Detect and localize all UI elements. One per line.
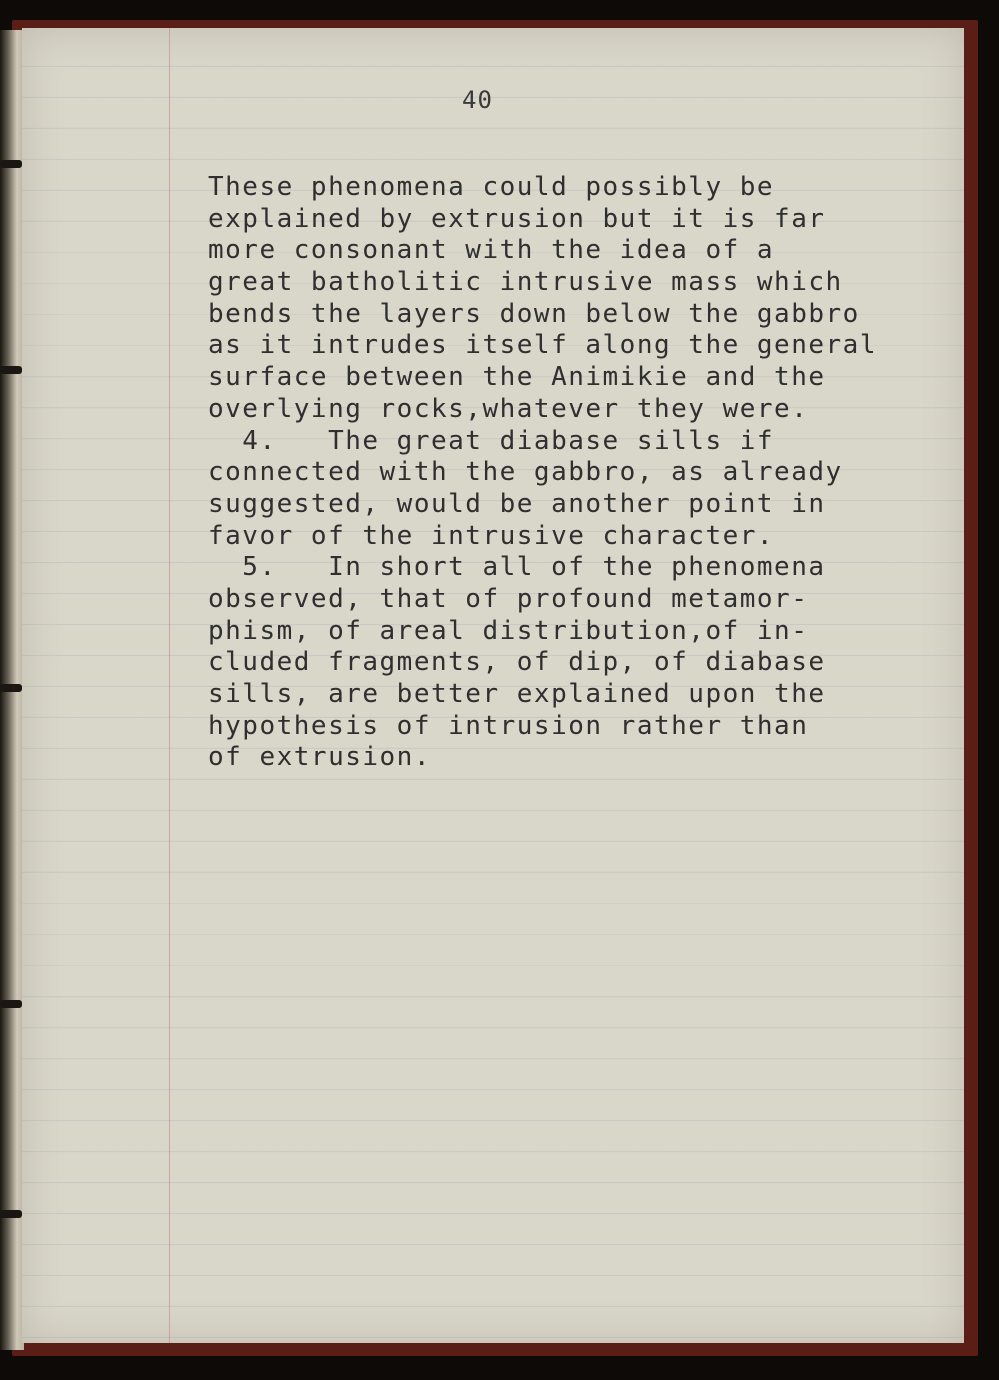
text-line: surface between the Animikie and the: [208, 362, 826, 393]
binder-ring-icon: [0, 684, 22, 692]
text-line: hypothesis of intrusion rather than: [208, 710, 809, 741]
text-line: bends the layers down below the gabbro: [208, 298, 860, 329]
text-line: observed, that of profound metamor-: [208, 583, 809, 614]
binder-ring-icon: [0, 1000, 22, 1008]
text-line: suggested, would be another point in: [208, 488, 826, 519]
text-line: of extrusion.: [208, 742, 431, 773]
binder-ring-icon: [0, 160, 22, 168]
text-line: 4. The great diabase sills if: [208, 425, 775, 456]
binder-ring-icon: [0, 1210, 22, 1218]
text-line: 5. In short all of the phenomena: [208, 552, 826, 583]
text-line: cluded fragments, of dip, of diabase: [208, 647, 826, 678]
text-line: more consonant with the idea of a: [208, 235, 775, 266]
text-line: These phenomena could possibly be: [208, 172, 775, 202]
text-line: connected with the gabbro, as already: [208, 457, 843, 488]
text-line: as it intrudes itself along the general: [208, 330, 877, 361]
typewritten-body: [208, 172, 958, 774]
page-number: 40: [462, 86, 493, 114]
text-line: explained by extrusion but it is far: [208, 203, 826, 234]
binder-ring-icon: [0, 366, 22, 374]
text-line: favor of the intrusive character.: [208, 520, 775, 551]
red-margin-line: [169, 28, 170, 1343]
ruled-page: [22, 28, 964, 1343]
text-line: overlying rocks,whatever they were.: [208, 393, 809, 424]
text-line: phism, of areal distribution,of in-: [208, 615, 809, 646]
text-line: sills, are better explained upon the: [208, 679, 826, 709]
text-line: great batholitic intrusive mass which: [208, 267, 843, 298]
